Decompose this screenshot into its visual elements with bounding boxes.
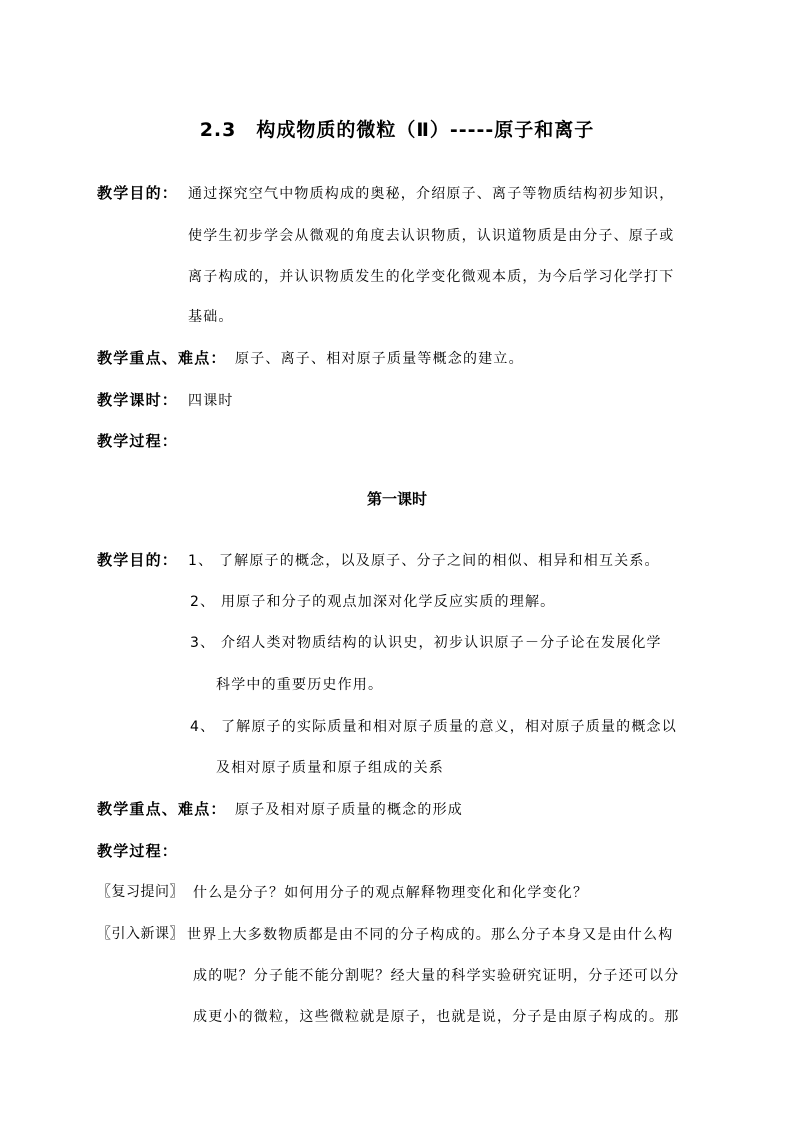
intro-tag: 〖引入新课〗 [97,926,184,942]
lesson-objective-label: 教学目的： [97,551,179,569]
hours-text: 四课时 [188,393,234,409]
lesson-heading: 第一课时 [366,490,427,508]
objective-line-1: 通过探究空气中物质构成的奥秘，介绍原子、离子等物质结构初步知识， [188,186,675,202]
lesson-objective-item-2: 2、 用原子和分子的观点加深对化学反应实质的理解。 [190,594,556,610]
objective-line-4: 基础。 [188,309,234,325]
lesson-objective-item-4-cont: 及相对原子质量和原子组成的关系 [216,760,444,776]
document-title: 2.3 构成物质的微粒（Ⅱ）-----原子和离子 [199,119,595,141]
lesson-objective-item-3: 3、 介绍人类对物质结构的认识史，初步认识原子－分子论在发展化学 [190,635,662,651]
objective-line-3: 离子构成的，并认识物质发生的化学变化微观本质，为今后学习化学打下 [188,269,675,285]
intro-line-2: 成的呢？分子能不能分割呢？经大量的科学实验研究证明，分子还可以分 [193,968,680,984]
process-label: 教学过程： [97,432,179,450]
intro-line-3: 成更小的微粒，这些微粒就是原子，也就是说，分子是由原子构成的。那 [193,1009,680,1025]
review-tag: 〖复习提问〗 [97,884,184,900]
key-points-text: 原子、离子、相对原子质量等概念的建立。 [235,351,524,367]
key-points-label: 教学重点、难点： [97,349,227,367]
objective-line-2: 使学生初步学会从微观的角度去认识物质，认识道物质是由分子、原子或 [188,228,675,244]
lesson-objective-item-4: 4、 了解原子的实际质量和相对原子质量的意义，相对原子质量的概念以 [190,719,677,735]
objective-label: 教学目的： [97,184,179,202]
lesson-objective-item-3-cont: 科学中的重要历史作用。 [216,677,384,693]
lesson-key-text: 原子及相对原子质量的概念的形成 [235,802,463,818]
lesson-process-label: 教学过程： [97,842,179,860]
lesson-key-label: 教学重点、难点： [97,800,227,818]
intro-line-1: 世界上大多数物质都是由不同的分子构成的。那么分子本身又是由什么构 [187,927,674,943]
lesson-objective-item-1: 1、 了解原子的概念，以及原子、分子之间的相似、相异和相互关系。 [188,553,660,569]
hours-label: 教学课时： [97,391,179,409]
review-text: 什么是分子？如何用分子的观点解释物理变化和化学变化？ [193,885,589,901]
